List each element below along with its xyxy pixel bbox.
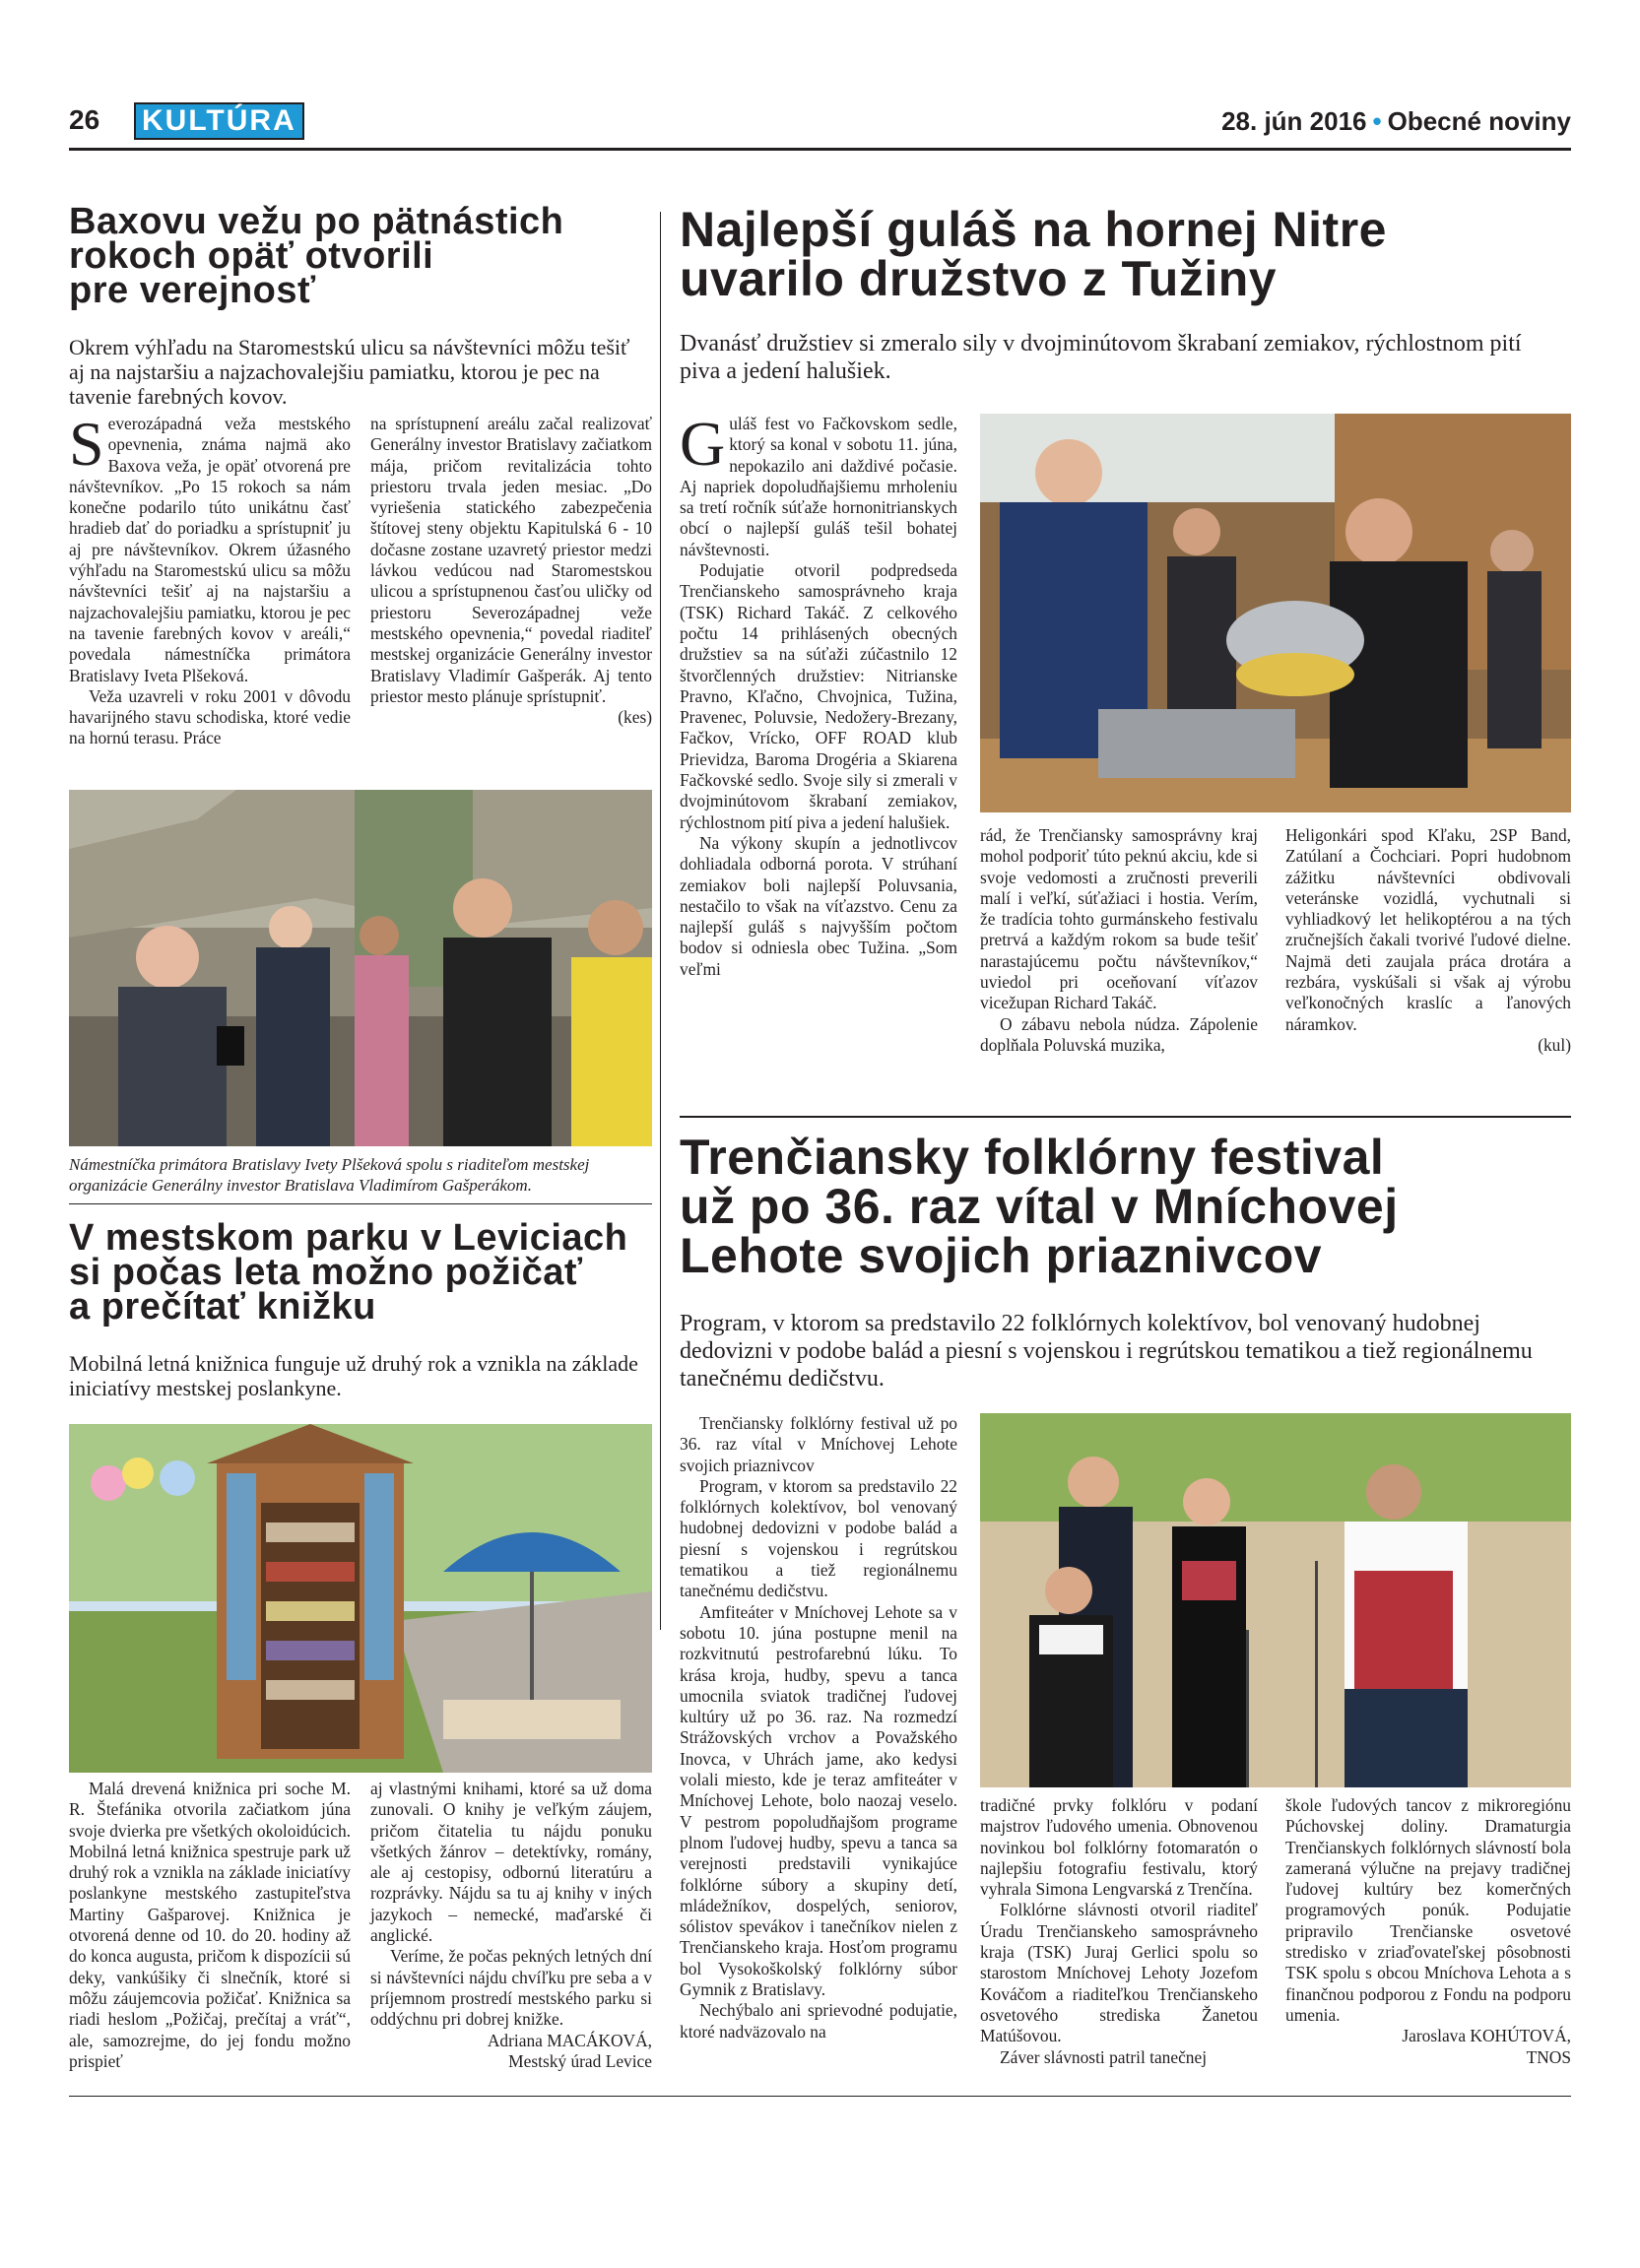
section-label: KULTÚRA	[142, 104, 296, 137]
page-number: 26	[69, 104, 100, 135]
goulash-cooking-photo	[980, 414, 1571, 812]
article4-col3	[1285, 1795, 1571, 2068]
article3-headline	[680, 202, 1566, 306]
body-text: uláš fest vo Fačkovskom sedle, ktorý sa konal v sobotu 11. júna, nepokazilo ani daždivé počasie. Aj napriek dopoludňajšiemu mrholeniu sa tretí ročník súťaže hornonitrianskych obcí o najlepší guláš tešil bohatej návštevnosti.	[680, 414, 957, 559]
library-kiosk-photo	[69, 1424, 652, 1773]
headline-line: Lehote svojich priaznivcov	[680, 1228, 1323, 1283]
section-badge	[134, 102, 304, 140]
body-text: Amfiteáter v Mníchovej Lehote sa v sobotu 10. júna postupne menil na rozkvitnutú pestrofarebnú lúku. To krása kroja, hudby, spevu a tanca umocnila sviatok tradičnej ľudovej kultúry už po 36. raz. Na rozmedzí Strážovských vrchov a Považského Inovca, v Uhrách jame, ako kedysi volali miesto, kde je teraz amfiteáter v Mníchovej Lehote, bolo naozaj veselo. V pestrom popoludňajšom programe plnom ľudovej hudby, spevu a tanca sa verejnosti predstavili vynikajúce folklórne súbory a skupiny detí, mládežníkov, dospelých, seniorov, sólistov spevákov i tanečníkov nielen z Trenčianskeho kraja. Hosťom programu bol Vysokoškolský folklórny súbor Gymnik z Bratislavy.	[680, 1601, 957, 2000]
publication-name: Obecné noviny	[1387, 106, 1571, 136]
body-text: Nechýbalo ani sprievodné podujatie, ktoré nadväzovalo na	[680, 2000, 957, 2041]
body-text: Heligonkári spod Kľaku, 2SP Band, Zatúlaní a Čochciari. Popri hudobnom zážitku návštevníci obdivovali veteránske vozidlá, vychutnali si vyhliadkový let helikoptérou a na tých zručnejších čakali tvorivé ľudové dielne. Najmä deti zaujala práca drotára a rezbára, vyskúšali si však aj výrobu veľkonočných kraslíc a ľanových náramkov.	[1285, 825, 1571, 1034]
body-text: Folklórne slávnosti otvoril riaditeľ Úradu Trenčianskeho samosprávneho kraja (TSK) Juraj Gerlici spolu so starostom Mníchovej Lehoty Jozefom Kováčom a riaditeľkou Trenčianskeho osvetového strediska Žanetou Matúšovou.	[980, 1900, 1258, 2046]
headline-line: V mestskom parku v Leviciach	[69, 1217, 628, 1259]
tower-press-photo	[69, 790, 652, 1146]
body-text: Na výkony skupín a jednotlivcov dohliadala odborná porota. V strúhaní zemiakov boli najlepší Poluvsania, nestačilo to však na víťazstvo. Cenu za najlepší guláš s najvyšším počtom bodov si odniesla obec Tužina. „Som veľmi	[680, 832, 957, 979]
article3-col2	[980, 825, 1258, 1056]
body-text: rád, že Trenčiansky samosprávny kraj mohol podporiť túto peknú akciu, kde si svoje vedomosti a zručnosti preverili malí i veľkí, súťažiaci i hostia. Verím, že tradícia tohto gurmánskeho festivalu pretrvá a každým rokom sa bude tešiť narastajúcemu počtu návštevníkov,“ uviedol pri oceňovaní víťazov vicežupan Richard Takáč.	[980, 825, 1258, 1013]
article3-bottom-rule	[680, 1116, 1571, 1118]
body-text: škole ľudových tancov z mikroregiónu Púchovskej doliny. Dramaturgia Trenčianskych folklórnych slávností bola zameraná výlučne na prejavy tradičnej ľudovej kultúry bez komerčných programových ponúk. Podujatie pripravilo Trenčianske osvetové stredisko v zriaďovateľskej pôsobnosti TSK spolu s obcou Mníchova Lehota a s finančnou podporou z Fondu na podporu umenia.	[1285, 1795, 1571, 2025]
folk-festival-photo	[980, 1413, 1571, 1787]
article1-bottom-rule	[69, 1203, 652, 1204]
body-text: na sprístupnení areálu začal realizovať Generálny investor Bratislavy začiatkom mája, pričom revitalizácia tohto priestoru trvala jeden mesiac. „Do vyriešenia statického zabezpečenia štítovej steny objektu Kapitulská 6 - 10 dočasne zostane uzavretý priestor medzi lávkou vedúcou nad Staromestskou ulicou a sprístupnenou časťou uličky od priestoru Severozápadnej veže mestského opevnenia,“ povedal riaditeľ mestskej organizácie Generálny investor Bratislavy Vladimír Gašperák. Aj tento priestor mesto plánuje sprístupniť.	[370, 414, 652, 706]
body-text: aj vlastnými knihami, ktoré sa už doma zunovali. O knihy je veľkým záujem, pričom čitatelia tu nájdu ponuku všetkých žánrov – detektívky, romány, ale aj cestopisy, odbornú literatúru a rozprávky. Nájdu sa tu aj knihy v iných jazykoch – nemecké, maďarské či anglické.	[370, 1779, 652, 1946]
headline-line: Najlepší guláš na hornej Nitre	[680, 202, 1387, 257]
body-text: O zábavu nebola núdza. Zápolenie doplňala Poluvská muzika,	[980, 1013, 1258, 1055]
headline-line: rokoch opäť otvorili	[69, 235, 434, 277]
header-rule	[69, 148, 1571, 151]
footer-rule	[69, 2096, 1571, 2097]
dropcap: S	[69, 409, 104, 479]
dropcap: G	[680, 409, 726, 479]
article4-lead: Program, v ktorom sa predstavilo 22 folklórnych kolektívov, bol venovaný hudobnej dedovizni v podobe balád a piesní s vojenskou i regrútskou tematikou a tiež regionálnemu tanečnému dedičstvu.	[680, 1311, 1533, 1392]
signature: (kes)	[618, 707, 652, 728]
article4-headline	[680, 1130, 1566, 1283]
body-text: Trenčiansky folklórny festival už po 36. raz vítal v Mníchovej Lehote svojich priaznivcov	[680, 1413, 957, 1475]
article1-headline	[69, 201, 650, 311]
headline-line: si počas leta možno požičať	[69, 1252, 583, 1293]
headline-line: pre verejnosť	[69, 270, 316, 311]
article1-lead: Okrem výhľadu na Staromestskú ulicu sa návštevníci môžu tešiť aj na najstaršiu a najzachovalejšiu pamiatku, ktorou je pec na tavenie farebných kovov.	[69, 335, 630, 409]
article3-col3	[1285, 825, 1571, 1056]
page-header	[69, 102, 1571, 146]
article4-col2	[980, 1795, 1258, 2068]
body-text: Program, v ktorom sa predstavilo 22 folklórnych kolektívov, bol venovaný hudobnej dedovizni v podobe balád a piesní s vojenskou i regrútskou tematikou a tiež regionálnemu tanečnému dedičstvu.	[680, 1475, 957, 1601]
article1-col1	[69, 409, 351, 749]
author-org: TNOS	[1526, 2046, 1571, 2067]
author: Jaroslava KOHÚTOVÁ,	[1402, 2026, 1571, 2046]
bullet: •	[1372, 106, 1382, 136]
article4-col1	[680, 1413, 957, 2042]
photo1-caption: Námestníčka primátora Bratislavy Ivety Plšeková spolu s riaditeľom mestskej organizácie Generálny investor Bratislava Vladimírom Gašperákom.	[69, 1155, 590, 1195]
body-text: Veža uzavreli v roku 2001 v dôvodu havarijného stavu schodiska, ktoré vedie na hornú terasu. Práce	[69, 685, 351, 748]
author: Adriana MACÁKOVÁ,	[487, 2030, 652, 2050]
article2-headline	[69, 1217, 652, 1328]
article2-lead: Mobilná letná knižnica funguje už druhý rok a vznikla na základe iniciatívy mestskej poslankyne.	[69, 1351, 638, 1400]
headline-line: Baxovu vežu po pätnástich	[69, 201, 564, 242]
article2-col1	[69, 1779, 351, 2072]
body-text: Podujatie otvoril podpredseda Trenčianskeho samosprávneho kraja (TSK) Richard Takáč. Z celkového počtu 14 prihlásených obecných družstiev sa na súťaži zúčastnilo 12 štvorčlenných družstiev: Nitrianske Pravno, Kľačno, Chvojnica, Tužina, Pravenec, Poluvsie, Nedožery-Brezany, Fačkov, Vrícko, OFF ROAD klub Prievidza, Baroma Drogéria a Skiarena Fačkovské sedlo. Svoje sily si zmerali v dvojminútovom škrabaní zemiakov, rýchlostnom pití piva a jedení halušiek.	[680, 560, 957, 832]
headline-line: uvarilo družstvo z Tužiny	[680, 251, 1278, 306]
body-text: everozápadná veža mestského opevnenia, známa najmä ako Baxova veža, je opäť otvorená pre návštevníkov. „Po 15 rokoch sa nám konečne podarilo túto unikátnu časť hradieb dať do poriadku a sprístupniť ju aj pre návštevníkov. Okrem úžasného výhľadu na Staromestskú ulicu sa môžu návštevníci tešiť aj na najstaršiu a najzachovalejšiu pamiatku, ktorou je pec na tavenie farebných kovov v areáli,“ povedala námestníčka primátora Bratislavy Iveta Plšeková.	[69, 414, 351, 685]
body-text: Veríme, že počas pekných letných dní si návštevníci nájdu chvíľku pre seba a v príjemnom prostredí mestského parku si oddýchnu pri dobrej knižke.	[370, 1946, 652, 2030]
headline-line: a prečítať knižku	[69, 1286, 376, 1328]
article3-col1	[680, 409, 957, 980]
issue-date: 28. jún 2016	[1221, 106, 1367, 136]
headline-line: už po 36. raz vítal v Mníchovej	[680, 1179, 1399, 1234]
article2-col2	[370, 1779, 652, 2072]
article1-col2	[370, 414, 652, 728]
header-right	[1221, 106, 1571, 137]
signature: (kul)	[1538, 1034, 1571, 1055]
body-text: Malá drevená knižnica pri soche M. R. Štefánika otvorila začiatkom júna svoje dvierka pre všetkých okoloidúcich. Mobilná letná knižnica spestruje park už druhý rok a vznikla na základe iniciatívy poslankyne mestského zastupiteľstva Martiny Gašparovej. Knižnica je otvorená denne od 10. do 20. hodiny až do konca augusta, pričom k dispozícii sú deky, vankúšiky či slnečník, ktoré si môžu záujemcovia požičať. Knižnica sa riadi heslom „Požičaj, prečítaj a vráť“, ale, samozrejme, do jej fondu možno prispieť	[69, 1779, 351, 2071]
author-org: Mestský úrad Levice	[508, 2050, 652, 2071]
headline-line: Trenčiansky folklórny festival	[680, 1130, 1385, 1185]
body-text: tradičné prvky folklóru v podaní majstrov ľudového umenia. Obnovenou novinkou bol folklórny fotomaratón o najlepšiu fotografiu festivalu, ktorý vyhrala Simona Lengvarská z Trenčína.	[980, 1795, 1258, 1900]
article3-lead: Dvanásť družstiev si zmeralo sily v dvojminútovom škrabaní zemiakov, rýchlostnom pití piva a jedení halušiek.	[680, 331, 1522, 384]
column-divider	[660, 212, 661, 1630]
body-text: Záver slávnosti patril tanečnej	[1000, 2046, 1208, 2067]
